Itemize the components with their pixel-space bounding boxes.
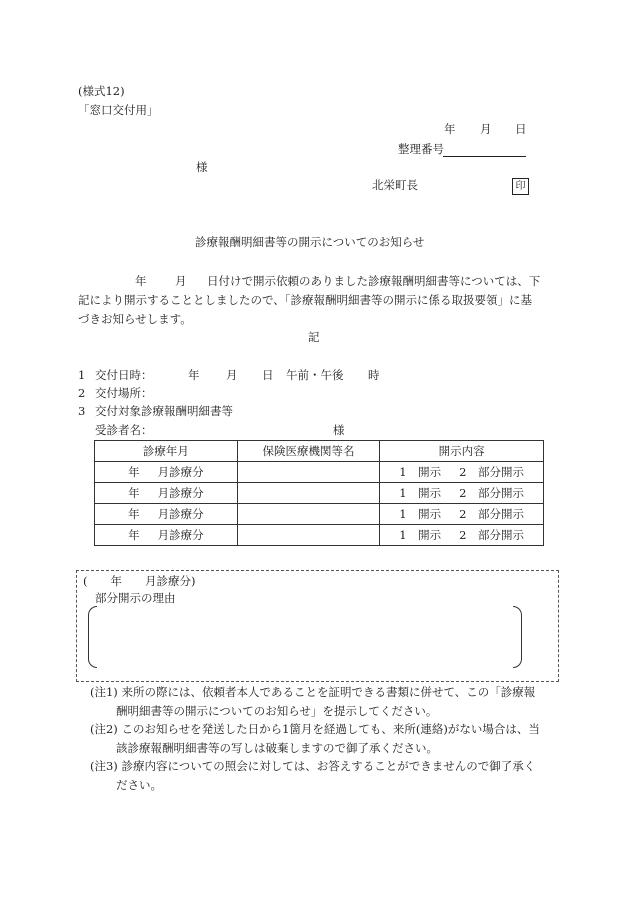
item1-month: 月	[226, 368, 238, 382]
treatment-period-cell	[95, 483, 238, 504]
item2-number: 2	[78, 386, 86, 400]
partial-reason-field[interactable]	[98, 608, 510, 664]
item3-number: 3	[78, 404, 86, 418]
treatment-period-cell	[95, 525, 238, 546]
option-full[interactable]: 1 開示	[399, 507, 442, 521]
option-partial[interactable]: 2 部分開示	[459, 507, 524, 521]
table-row	[95, 525, 544, 546]
option-full[interactable]: 1 開示	[399, 528, 442, 542]
disclosure-content-cell	[380, 462, 544, 483]
note-1	[90, 683, 550, 721]
disclosure-table	[94, 440, 544, 546]
note-1-line-2: 酬明細書等の開示についてのお知らせ」を提示してください。	[116, 704, 438, 718]
note-3	[90, 757, 550, 795]
note-3-line-1: (注3) 診療内容についての照会に対しては、お答えすることができませんので御了承く	[90, 759, 536, 773]
month-text: 月診療分	[157, 507, 204, 521]
left-bracket	[88, 606, 97, 668]
column-header: 保険医療機関等名	[237, 441, 379, 462]
note-1-line-1: (注1) 来所の際には、依頼者本人であることを証明できる書類に併せて、この「診療報	[90, 685, 536, 699]
right-bracket	[513, 606, 522, 668]
table-row	[95, 483, 544, 504]
year-text: 年	[128, 528, 140, 542]
year-text: 年	[128, 465, 140, 479]
month-text: 月診療分	[157, 528, 204, 542]
issuer-name: 北栄町長	[372, 178, 418, 192]
item1-day: 日	[262, 368, 274, 382]
item1-year: 年	[188, 368, 200, 382]
disclosure-content-cell	[380, 504, 544, 525]
note-3-line-2: ださい。	[116, 778, 162, 792]
reference-number-line	[443, 156, 526, 157]
institution-cell[interactable]	[237, 525, 379, 546]
patient-name-label: 受診者名：	[95, 423, 153, 437]
option-partial[interactable]: 2 部分開示	[459, 465, 524, 479]
intro-line-3: づきお知らせします。	[78, 312, 192, 326]
ki-heading: 記	[308, 330, 320, 344]
reference-number-label: 整理番号	[398, 142, 444, 156]
date-day-label: 日	[515, 122, 527, 136]
date-month-label: 月	[480, 122, 492, 136]
column-header: 開示内容	[380, 441, 544, 462]
year-text: 年	[128, 486, 140, 500]
institution-cell[interactable]	[237, 462, 379, 483]
document-title: 診療報酬明細書等の開示についてのお知らせ	[195, 235, 425, 249]
addressee-suffix: 様	[196, 160, 208, 174]
table-header-row	[95, 441, 544, 462]
table-row	[95, 462, 544, 483]
partial-period: ( 年 月診療分)	[83, 574, 196, 588]
partial-reason-label: 部分開示の理由	[95, 591, 176, 605]
institution-cell[interactable]	[237, 483, 379, 504]
note-2-line-1: (注2) このお知らせを発送した日から1箇月を経過しても、来所(連絡)がない場合は、当	[90, 722, 540, 736]
usage-label: 「窓口交付用」	[78, 103, 159, 117]
note-2	[90, 720, 550, 758]
option-partial[interactable]: 2 部分開示	[459, 528, 524, 542]
patient-name-suffix: 様	[333, 423, 345, 437]
note-2-line-2: 該診療報酬明細書等の写しは破棄しますので御了承ください。	[116, 741, 438, 755]
item1-ampm: 午前・午後	[286, 368, 344, 382]
disclosure-content-cell	[380, 525, 544, 546]
intro-line-1: 日付けで開示依頼のありました診療報酬明細書等については、下	[207, 274, 541, 288]
treatment-period-cell	[95, 504, 238, 525]
treatment-period-cell	[95, 462, 238, 483]
disclosure-content-cell	[380, 483, 544, 504]
intro-year: 年	[135, 274, 147, 288]
item2-label: 交付場所：	[95, 386, 153, 400]
month-text: 月診療分	[157, 486, 204, 500]
form-number: (様式12)	[78, 84, 125, 98]
option-partial[interactable]: 2 部分開示	[459, 486, 524, 500]
item1-number: 1	[78, 368, 86, 382]
year-text: 年	[128, 507, 140, 521]
item1-hour: 時	[368, 368, 380, 382]
column-header: 診療年月	[95, 441, 238, 462]
item1-label: 交付日時：	[95, 368, 153, 382]
table-row	[95, 504, 544, 525]
intro-month: 月	[175, 274, 187, 288]
seal-mark: 印	[512, 178, 529, 195]
option-full[interactable]: 1 開示	[399, 486, 442, 500]
institution-cell[interactable]	[237, 504, 379, 525]
intro-line-2: 記により開示することとしましたので、「診療報酬明細書等の開示に係る取扱要領」に基	[78, 293, 533, 307]
option-full[interactable]: 1 開示	[399, 465, 442, 479]
item3-label: 交付対象診療報酬明細書等	[95, 404, 233, 418]
month-text: 月診療分	[157, 465, 204, 479]
date-year-label: 年	[444, 122, 456, 136]
